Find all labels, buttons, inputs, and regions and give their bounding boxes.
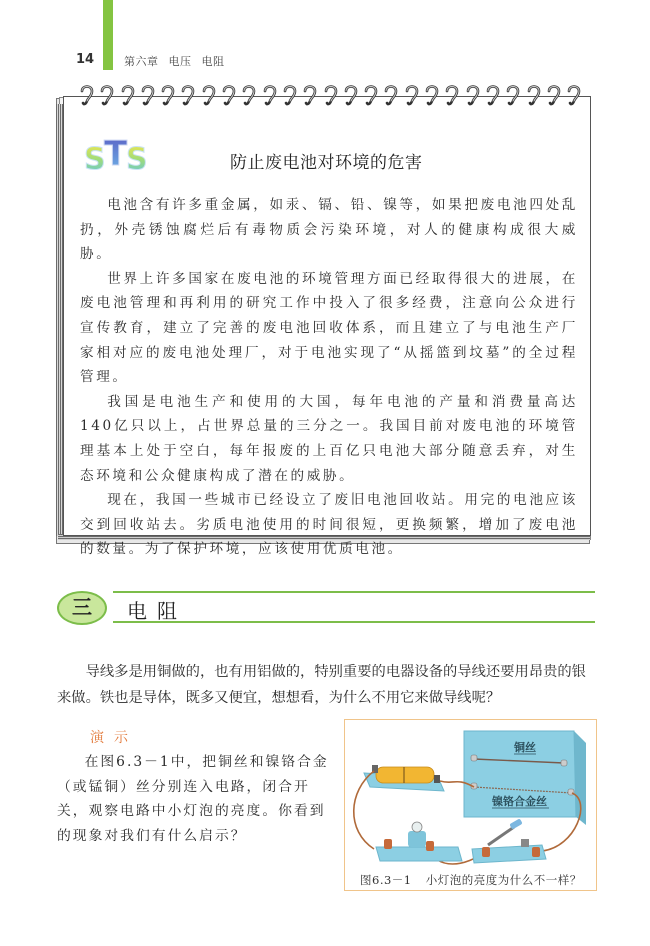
sts-paragraph: 现在，我国一些城市已经设立了废旧电池回收站。用完的电池应该交到回收站去。劣质电池使用的时间很短，更换频繁，增加了废电池的数量。为了保护环境，应该使用优质电池。 bbox=[80, 492, 578, 558]
sts-paragraph: 电池含有许多重金属，如汞、镉、铅、镍等，如果把废电池四处乱扔，外壳锈蚀腐烂后有毒物质会污染环境，对人的健康构成很大威胁。 bbox=[80, 197, 578, 263]
spiral-ring-icon bbox=[119, 84, 139, 108]
spiral-ring-icon bbox=[362, 84, 382, 108]
demo-label: 演示 bbox=[90, 730, 138, 746]
spiral-ring-icon bbox=[240, 84, 260, 108]
spiral-ring-icon bbox=[200, 84, 220, 108]
demo-text bbox=[57, 750, 329, 848]
spiral-ring-icon bbox=[179, 84, 199, 108]
spiral-ring-icon bbox=[342, 84, 362, 108]
page-number: 14 bbox=[76, 52, 95, 67]
spiral-ring-icon bbox=[220, 84, 240, 108]
sts-paragraph: 我国是电池生产和使用的大国，每年电池的产量和消费量高达140亿只以上，占世界总量的三分之一。我国目前对废电池的环境管理基本上处于空白，每年报废的上百亿只电池大部分随意丢弃，对生态环境和公众健康构成了潜在的威胁。 bbox=[80, 393, 578, 484]
sts-box-title: 防止废电池对环境的危害 bbox=[230, 153, 423, 173]
spiral-ring-icon bbox=[281, 84, 301, 108]
section-rule-top bbox=[113, 591, 595, 593]
section-intro bbox=[57, 659, 597, 711]
svg-text:铜丝: 铜丝 bbox=[514, 741, 536, 754]
sts-logo-icon bbox=[82, 131, 154, 175]
sts-paragraph: 世界上许多国家在废电池的环境管理方面已经取得很大的进展，在废电池管理和再利用的研究工作中投入了很多经费，注意向公众进行宣传教育，建立了完善的废电池回收体系，而且建立了与电池生产厂家相对应的废电池处理厂，对于电池实现了“从摇篮到坟墓”的全过程管理。 bbox=[80, 270, 578, 386]
spiral-ring-icon bbox=[98, 84, 118, 108]
bulb-icon bbox=[412, 822, 422, 832]
spiral-ring-icon bbox=[261, 84, 281, 108]
spiral-ring-icon bbox=[464, 84, 484, 108]
spiral-ring-icon bbox=[159, 84, 179, 108]
svg-text:T: T bbox=[104, 134, 128, 174]
spiral-ring-icon bbox=[443, 84, 463, 108]
spiral-binding bbox=[78, 84, 588, 108]
svg-text:S: S bbox=[126, 142, 148, 175]
svg-text:镍铬合金丝: 镍铬合金丝 bbox=[492, 795, 547, 808]
section-title: 电阻 bbox=[127, 599, 187, 623]
spiral-ring-icon bbox=[525, 84, 545, 108]
circuit-figure bbox=[346, 721, 596, 875]
spiral-ring-icon bbox=[139, 84, 159, 108]
battery-icon bbox=[376, 767, 434, 783]
spiral-ring-icon bbox=[403, 84, 423, 108]
chapter-title: 第六章 电压 电阻 bbox=[124, 55, 225, 68]
spiral-ring-icon bbox=[382, 84, 402, 108]
intro-paragraph: 导线多是用铜做的，也有用铝做的，特别重要的电器设备的导线还要用昂贵的银来做。铁也是导体，既多又便宜，想想看，为什么不用它来做导线呢？ bbox=[57, 664, 586, 706]
spiral-ring-icon bbox=[504, 84, 524, 108]
notebook-page-edges-left bbox=[56, 104, 63, 536]
figure-caption: 图6.3－1 小灯泡的亮度为什么不一样？ bbox=[360, 873, 582, 887]
spiral-ring-icon bbox=[423, 84, 443, 108]
chapter-accent-bar bbox=[103, 0, 113, 70]
lamp-socket-icon bbox=[408, 831, 426, 847]
svg-text:S: S bbox=[84, 142, 106, 175]
spiral-ring-icon bbox=[301, 84, 321, 108]
section-number-badge: 三 bbox=[57, 591, 107, 625]
spiral-ring-icon bbox=[565, 84, 585, 108]
demo-paragraph: 在图6.3－1中，把铜丝和镍铬合金（或锰铜）丝分别连入电路，闭合开关，观察电路中小灯泡的亮度。你看到的现象对我们有什么启示？ bbox=[57, 754, 329, 844]
spiral-ring-icon bbox=[545, 84, 565, 108]
spiral-ring-icon bbox=[78, 84, 98, 108]
spiral-ring-icon bbox=[484, 84, 504, 108]
sts-box-body bbox=[80, 193, 578, 562]
spiral-ring-icon bbox=[322, 84, 342, 108]
